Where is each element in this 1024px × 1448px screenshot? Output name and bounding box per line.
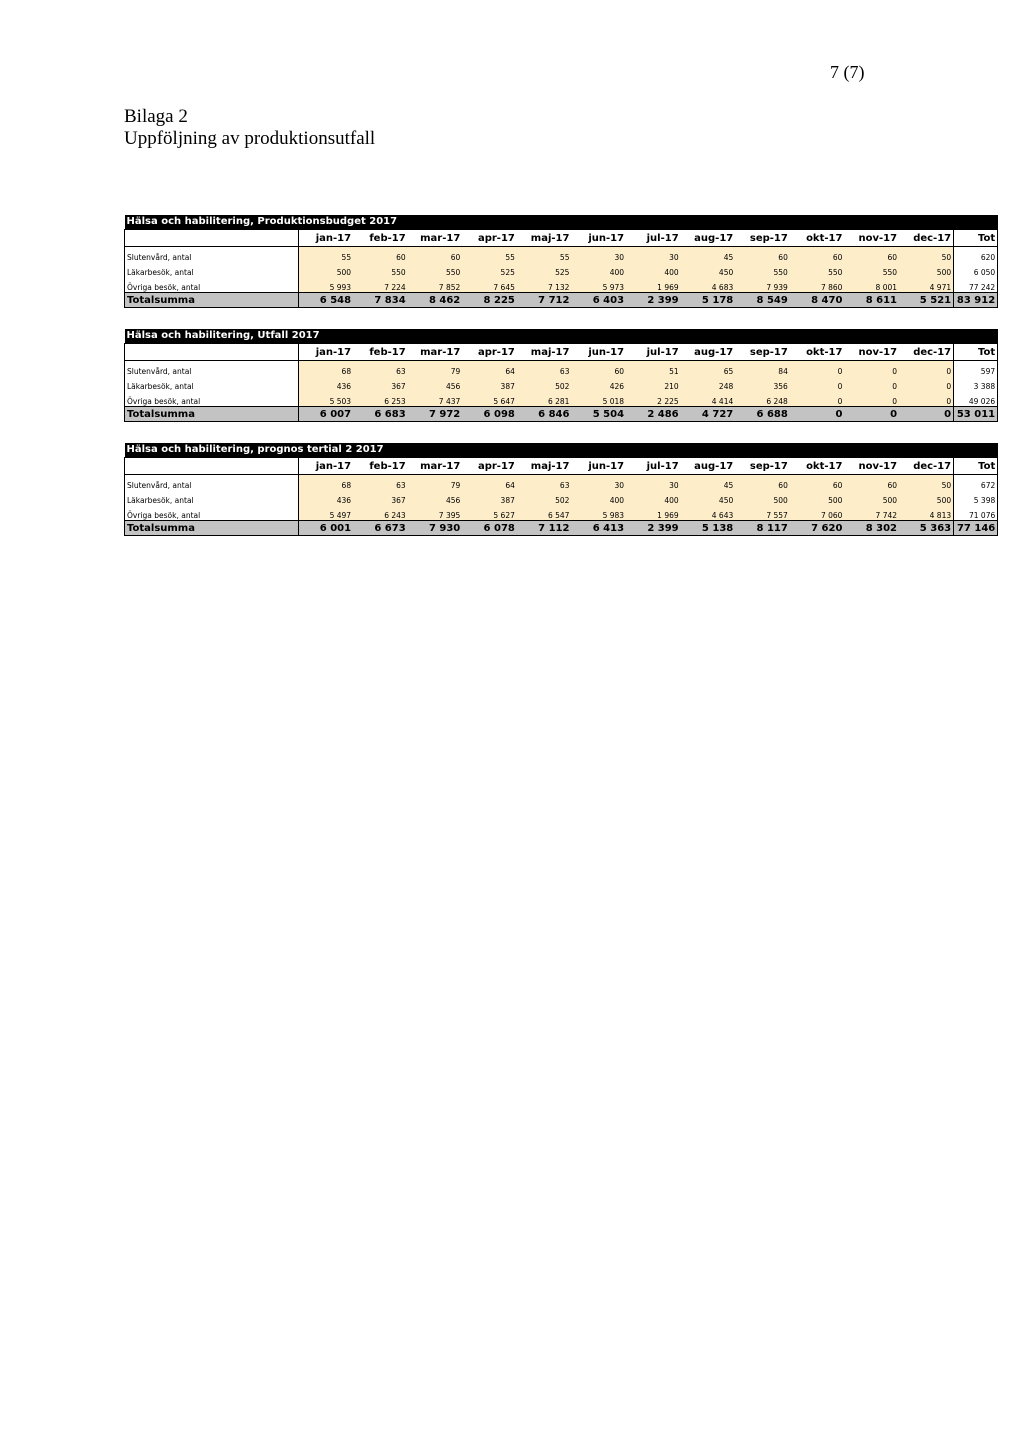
table-cell: 6 281 [517, 391, 572, 407]
column-header: nov-17 [844, 458, 899, 475]
column-header: maj-17 [517, 230, 572, 247]
table-cell: 0 [844, 376, 899, 391]
total-label: Totalsumma [125, 521, 299, 536]
total-cell: 6 001 [299, 521, 354, 536]
table-cell: 55 [462, 247, 517, 263]
table-cell: 7 742 [844, 505, 899, 521]
column-header: sep-17 [735, 230, 790, 247]
column-header: Tot [954, 230, 998, 247]
column-header: jan-17 [299, 344, 354, 361]
table-cell: 0 [790, 361, 845, 377]
total-cell: 6 688 [735, 407, 790, 422]
table-cell: 5 398 [954, 490, 998, 505]
table-cell: 620 [954, 247, 998, 263]
table-cell: 55 [299, 247, 354, 263]
column-header: jan-17 [299, 458, 354, 475]
table-row [125, 262, 998, 277]
table-cell: 71 076 [954, 505, 998, 521]
total-cell: 5 138 [681, 521, 736, 536]
page-number: 7 (7) [830, 62, 865, 82]
total-row [125, 521, 998, 536]
table-cell: 400 [626, 262, 681, 277]
table-cell: 0 [899, 361, 954, 377]
total-cell: 5 504 [571, 407, 626, 422]
table-cell: 387 [462, 376, 517, 391]
total-cell: 83 912 [954, 293, 998, 308]
row-label: Läkarbesök, antal [125, 262, 299, 277]
table-cell: 63 [517, 475, 572, 491]
total-cell: 2 399 [626, 521, 681, 536]
table-cell: 6 253 [353, 391, 408, 407]
column-header: jul-17 [626, 230, 681, 247]
table-cell: 0 [844, 361, 899, 377]
table-cell: 7 132 [517, 277, 572, 293]
total-cell: 8 470 [790, 293, 845, 308]
table-cell: 456 [408, 490, 463, 505]
table-row [125, 376, 998, 391]
total-cell: 5 178 [681, 293, 736, 308]
column-header: dec-17 [899, 458, 954, 475]
table-cell: 426 [571, 376, 626, 391]
total-cell: 6 007 [299, 407, 354, 422]
column-header: aug-17 [681, 230, 736, 247]
table-cell: 65 [681, 361, 736, 377]
table-cell: 5 018 [571, 391, 626, 407]
total-cell: 8 549 [735, 293, 790, 308]
table-cell: 550 [408, 262, 463, 277]
column-header: jun-17 [571, 458, 626, 475]
table-cell: 7 939 [735, 277, 790, 293]
table-cell: 450 [681, 490, 736, 505]
table-cell: 500 [844, 490, 899, 505]
table-row [125, 361, 998, 377]
total-cell: 7 972 [408, 407, 463, 422]
table-row [125, 490, 998, 505]
table-cell: 400 [571, 262, 626, 277]
table-cell: 7 395 [408, 505, 463, 521]
total-cell: 6 683 [353, 407, 408, 422]
total-cell: 77 146 [954, 521, 998, 536]
table-cell: 0 [790, 376, 845, 391]
table-cell: 502 [517, 490, 572, 505]
table-cell: 45 [681, 475, 736, 491]
table-cell: 50 [899, 475, 954, 491]
total-cell: 0 [844, 407, 899, 422]
table-header-row [125, 230, 998, 247]
table-cell: 8 001 [844, 277, 899, 293]
column-header: sep-17 [735, 458, 790, 475]
column-header: apr-17 [462, 230, 517, 247]
total-cell: 8 462 [408, 293, 463, 308]
table-cell: 6 243 [353, 505, 408, 521]
table-cell: 30 [626, 475, 681, 491]
table-cell: 500 [735, 490, 790, 505]
column-header: mar-17 [408, 230, 463, 247]
table-cell: 456 [408, 376, 463, 391]
row-label: Läkarbesök, antal [125, 376, 299, 391]
table-cell: 68 [299, 475, 354, 491]
table-cell: 5 993 [299, 277, 354, 293]
table-cell: 60 [735, 247, 790, 263]
table-cell: 60 [571, 361, 626, 377]
table-cell: 550 [844, 262, 899, 277]
total-cell: 6 403 [571, 293, 626, 308]
table-title-row [125, 215, 998, 230]
table-cell: 0 [899, 376, 954, 391]
table-cell: 7 860 [790, 277, 845, 293]
table-cell: 525 [517, 262, 572, 277]
table-cell: 5 627 [462, 505, 517, 521]
table-cell: 77 242 [954, 277, 998, 293]
total-cell: 8 611 [844, 293, 899, 308]
table-cell: 0 [844, 391, 899, 407]
column-header: jun-17 [571, 344, 626, 361]
column-header: jul-17 [626, 344, 681, 361]
total-label: Totalsumma [125, 293, 299, 308]
table-cell: 4 643 [681, 505, 736, 521]
total-cell: 2 399 [626, 293, 681, 308]
table-cell: 4 683 [681, 277, 736, 293]
column-header: mar-17 [408, 458, 463, 475]
table-cell: 597 [954, 361, 998, 377]
table-cell: 60 [790, 247, 845, 263]
table-cell: 6 547 [517, 505, 572, 521]
table-cell: 550 [353, 262, 408, 277]
row-label: Övriga besök, antal [125, 277, 299, 293]
total-label: Totalsumma [125, 407, 299, 422]
table-cell: 63 [353, 475, 408, 491]
table-cell: 30 [626, 247, 681, 263]
row-label: Slutenvård, antal [125, 361, 299, 377]
table-cell: 0 [790, 391, 845, 407]
column-header: aug-17 [681, 458, 736, 475]
column-header: sep-17 [735, 344, 790, 361]
table-cell: 45 [681, 247, 736, 263]
table-cell: 356 [735, 376, 790, 391]
table-title-row [125, 329, 998, 344]
table-cell: 248 [681, 376, 736, 391]
table-cell: 0 [899, 391, 954, 407]
table-row [125, 505, 998, 521]
header-label-cell [125, 458, 299, 475]
document-heading [124, 106, 375, 150]
total-cell: 2 486 [626, 407, 681, 422]
table-row [125, 391, 998, 407]
row-label: Övriga besök, antal [125, 505, 299, 521]
table-cell: 6 050 [954, 262, 998, 277]
table-cell: 63 [517, 361, 572, 377]
table-title: Hälsa och habilitering, prognos tertial 2 2017 [125, 443, 998, 458]
table-cell: 4 414 [681, 391, 736, 407]
row-label: Slutenvård, antal [125, 247, 299, 263]
total-cell: 5 521 [899, 293, 954, 308]
table-cell: 500 [899, 490, 954, 505]
table-cell: 5 983 [571, 505, 626, 521]
table-cell: 367 [353, 376, 408, 391]
table-cell: 60 [353, 247, 408, 263]
table-cell: 500 [299, 262, 354, 277]
table-row [125, 277, 998, 293]
total-cell: 5 363 [899, 521, 954, 536]
total-cell: 4 727 [681, 407, 736, 422]
table-cell: 60 [844, 475, 899, 491]
table-cell: 60 [408, 247, 463, 263]
table-cell: 7 645 [462, 277, 517, 293]
table-cell: 525 [462, 262, 517, 277]
table-cell: 68 [299, 361, 354, 377]
table-cell: 55 [517, 247, 572, 263]
table-utfall [124, 329, 997, 422]
table-cell: 387 [462, 490, 517, 505]
table-header-row [125, 344, 998, 361]
table-prognos [124, 443, 997, 536]
row-label: Övriga besök, antal [125, 391, 299, 407]
header-label-cell [125, 344, 299, 361]
column-header: Tot [954, 458, 998, 475]
table-cell: 210 [626, 376, 681, 391]
row-label: Läkarbesök, antal [125, 490, 299, 505]
table-cell: 5 503 [299, 391, 354, 407]
table-cell: 2 225 [626, 391, 681, 407]
column-header: jun-17 [571, 230, 626, 247]
column-header: feb-17 [353, 344, 408, 361]
column-header: nov-17 [844, 344, 899, 361]
total-cell: 8 225 [462, 293, 517, 308]
table-cell: 60 [844, 247, 899, 263]
table-cell: 1 969 [626, 505, 681, 521]
table-title-row [125, 443, 998, 458]
data-table [124, 215, 998, 308]
table-cell: 436 [299, 490, 354, 505]
total-cell: 6 098 [462, 407, 517, 422]
table-cell: 367 [353, 490, 408, 505]
data-table [124, 443, 998, 536]
column-header: mar-17 [408, 344, 463, 361]
total-cell: 7 834 [353, 293, 408, 308]
total-cell: 7 112 [517, 521, 572, 536]
column-header: okt-17 [790, 458, 845, 475]
table-cell: 7 557 [735, 505, 790, 521]
total-cell: 8 302 [844, 521, 899, 536]
table-produktionsbudget [124, 215, 997, 308]
table-cell: 50 [899, 247, 954, 263]
column-header: apr-17 [462, 344, 517, 361]
table-cell: 79 [408, 361, 463, 377]
table-cell: 1 969 [626, 277, 681, 293]
table-header-row [125, 458, 998, 475]
table-cell: 5 973 [571, 277, 626, 293]
column-header: dec-17 [899, 230, 954, 247]
column-header: aug-17 [681, 344, 736, 361]
table-cell: 4 813 [899, 505, 954, 521]
table-cell: 79 [408, 475, 463, 491]
table-cell: 49 026 [954, 391, 998, 407]
table-cell: 63 [353, 361, 408, 377]
table-cell: 30 [571, 475, 626, 491]
table-cell: 4 971 [899, 277, 954, 293]
table-cell: 7 437 [408, 391, 463, 407]
column-header: jul-17 [626, 458, 681, 475]
table-title: Hälsa och habilitering, Produktionsbudget 2017 [125, 215, 998, 230]
column-header: maj-17 [517, 344, 572, 361]
total-cell: 7 712 [517, 293, 572, 308]
total-cell: 0 [899, 407, 954, 422]
total-cell: 8 117 [735, 521, 790, 536]
column-header: Tot [954, 344, 998, 361]
total-cell: 7 620 [790, 521, 845, 536]
total-cell: 6 413 [571, 521, 626, 536]
table-cell: 5 497 [299, 505, 354, 521]
table-cell: 7 224 [353, 277, 408, 293]
column-header: jan-17 [299, 230, 354, 247]
total-row [125, 407, 998, 422]
column-header: feb-17 [353, 230, 408, 247]
total-cell: 53 011 [954, 407, 998, 422]
row-label: Slutenvård, antal [125, 475, 299, 491]
table-cell: 64 [462, 361, 517, 377]
total-row [125, 293, 998, 308]
total-cell: 6 673 [353, 521, 408, 536]
table-cell: 5 647 [462, 391, 517, 407]
table-cell: 84 [735, 361, 790, 377]
column-header: maj-17 [517, 458, 572, 475]
data-table [124, 329, 998, 422]
table-cell: 502 [517, 376, 572, 391]
total-cell: 6 548 [299, 293, 354, 308]
total-cell: 0 [790, 407, 845, 422]
table-cell: 500 [790, 490, 845, 505]
table-cell: 60 [735, 475, 790, 491]
table-cell: 450 [681, 262, 736, 277]
total-cell: 6 846 [517, 407, 572, 422]
table-cell: 7 060 [790, 505, 845, 521]
table-cell: 550 [735, 262, 790, 277]
column-header: okt-17 [790, 230, 845, 247]
column-header: feb-17 [353, 458, 408, 475]
table-cell: 3 388 [954, 376, 998, 391]
table-cell: 64 [462, 475, 517, 491]
column-header: apr-17 [462, 458, 517, 475]
table-row [125, 247, 998, 263]
table-cell: 672 [954, 475, 998, 491]
header-label-cell [125, 230, 299, 247]
total-cell: 7 930 [408, 521, 463, 536]
heading-line-1: Bilaga 2 [124, 106, 188, 127]
table-cell: 51 [626, 361, 681, 377]
table-cell: 500 [899, 262, 954, 277]
column-header: dec-17 [899, 344, 954, 361]
table-cell: 7 852 [408, 277, 463, 293]
table-cell: 6 248 [735, 391, 790, 407]
table-cell: 550 [790, 262, 845, 277]
table-row [125, 475, 998, 491]
table-cell: 400 [626, 490, 681, 505]
column-header: okt-17 [790, 344, 845, 361]
table-cell: 60 [790, 475, 845, 491]
column-header: nov-17 [844, 230, 899, 247]
table-cell: 436 [299, 376, 354, 391]
total-cell: 6 078 [462, 521, 517, 536]
table-title: Hälsa och habilitering, Utfall 2017 [125, 329, 998, 344]
table-cell: 30 [571, 247, 626, 263]
table-cell: 400 [571, 490, 626, 505]
heading-line-2: Uppföljning av produktionsutfall [124, 128, 376, 149]
